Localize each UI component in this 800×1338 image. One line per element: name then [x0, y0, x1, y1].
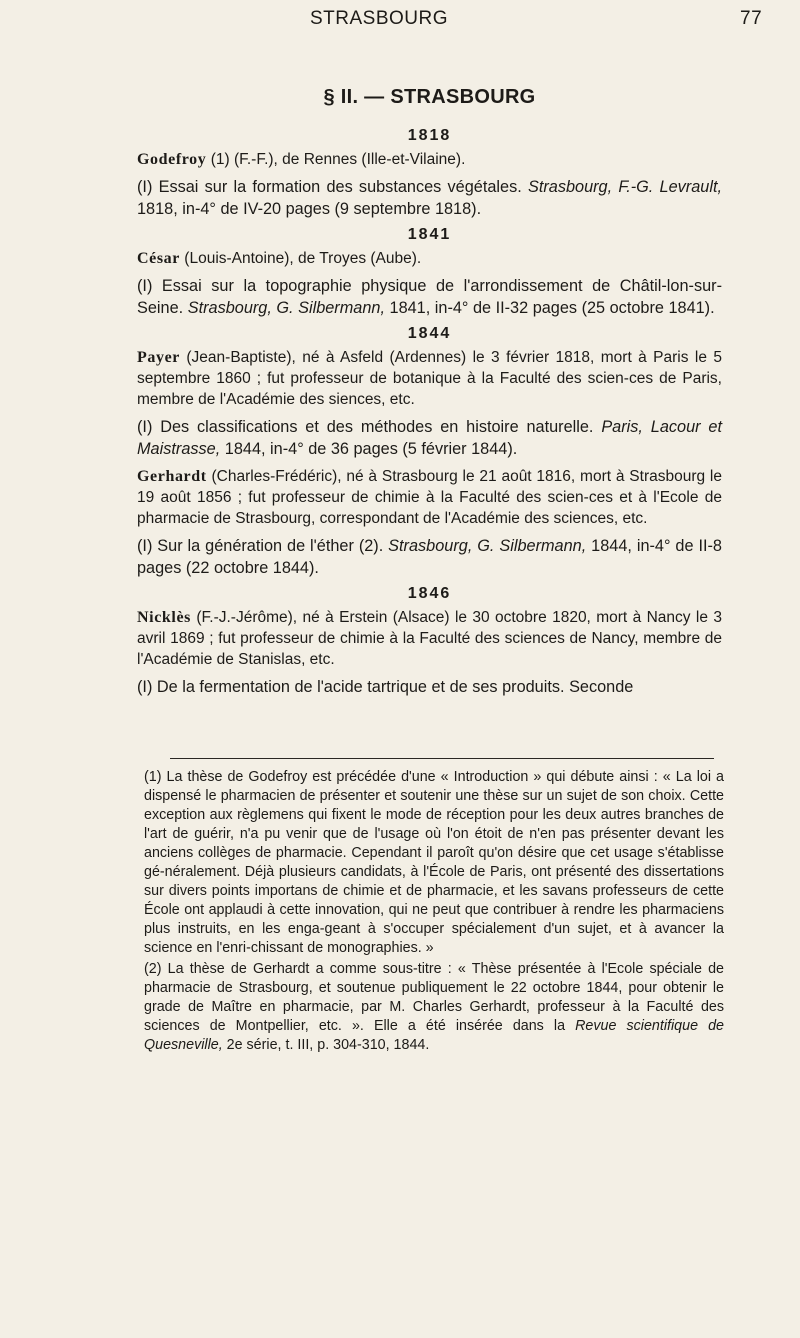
- author-bio: (Louis-Antoine), de Troyes (Aube).: [179, 250, 422, 267]
- author-bio: (1) (F.-F.), de Rennes (Ille-et-Vilaine).: [206, 151, 466, 168]
- thesis-publisher: Strasbourg, F.-G. Levrault,: [527, 178, 723, 196]
- thesis-title: (I) Sur la génération de l'éther (2).: [137, 537, 389, 555]
- running-head-title: STRASBOURG: [310, 8, 449, 29]
- footnote-divider: [170, 758, 714, 759]
- thesis-details: 1818, in-4° de IV-20 pages (9 septembre 1818).: [137, 200, 482, 218]
- author-entry: [137, 347, 722, 410]
- author-bio: (Charles-Frédéric), né à Strasbourg le 21 août 1816, mort à Strasbourg le 19 août 1856 ; fut professeur de chimie à la Faculté des scien-ces et à l'Ecole de pharmacie de Strasbourg, correspondant de l'Académie des sciences, etc.: [137, 468, 722, 527]
- thesis-title: (I) Essai sur la topographie physique de l'arrondissement de Châtil-lon-sur-Seine.: [137, 277, 722, 317]
- author-name: Godefroy: [137, 151, 207, 168]
- author-entry: [137, 466, 722, 529]
- thesis-title: (I) Essai sur la formation des substances végétales.: [137, 178, 528, 196]
- thesis-publisher: Strasbourg, G. Silbermann,: [187, 299, 385, 317]
- footnote-2: [144, 960, 724, 1055]
- footnote-2-ref: 2e série, t. III, p. 304-310, 1844.: [222, 1037, 430, 1053]
- main-text: [137, 86, 722, 704]
- entry-1841: [137, 226, 722, 319]
- year-heading: 1844: [407, 325, 452, 342]
- footnotes: [144, 768, 724, 1055]
- author-entry: [137, 607, 722, 670]
- thesis-publisher: Strasbourg, G. Silbermann,: [388, 537, 587, 555]
- running-head: [0, 8, 800, 36]
- thesis-entry: [137, 275, 722, 319]
- section-title: § II. — STRASBOURG: [323, 86, 536, 108]
- thesis-entry: [137, 176, 722, 220]
- author-name: Nicklès: [137, 609, 191, 626]
- author-entry: [137, 149, 722, 170]
- entry-1846: [137, 585, 722, 698]
- thesis-details: 1844, in-4° de II-8 pages (22 octobre 1844).: [137, 537, 722, 577]
- thesis-publisher: Paris, Lacour et Maistrasse,: [137, 418, 722, 458]
- author-name: Gerhardt: [137, 468, 207, 485]
- author-name: Payer: [137, 349, 180, 366]
- year-heading: 1846: [407, 585, 452, 602]
- thesis-title: (I) Des classifications et des méthodes en histoire naturelle.: [137, 418, 602, 436]
- thesis-details: 1841, in-4° de II-32 pages (25 octobre 1841).: [384, 299, 715, 317]
- author-bio: (Jean-Baptiste), né à Asfeld (Ardennes) le 3 février 1818, mort à Paris le 5 septembre 1860 ; fut professeur de botanique à la Faculté des scien-ces de Paris, membre de l'Académie des siences, etc.: [137, 349, 722, 408]
- footnote-2-text: (2) La thèse de Gerhardt a comme sous-titre : « Thèse présentée à l'Ecole spéciale de pharmacie de Strasbourg, et soutenue publiquement le 22 octobre 1844, pour obtenir le grade de Maître en pharmacie, par M. Charles Gerhardt, professeur à la Faculté des sciences de Montpellier, etc. ». Elle a été insérée dans la: [144, 961, 724, 1034]
- entry-1818: [137, 127, 722, 220]
- thesis-details: 1844, in-4° de 36 pages (5 février 1844).: [220, 440, 518, 458]
- thesis-entry: [137, 416, 722, 460]
- year-heading: 1841: [407, 226, 452, 243]
- author-bio: (F.-J.-Jérôme), né à Erstein (Alsace) le 30 octobre 1820, mort à Nancy le 3 avril 1869 ; fut professeur de chimie à la Faculté des sciences de Nancy, membre de l'Académie de Stanislas, etc.: [137, 609, 722, 668]
- thesis-entry: (I) De la fermentation de l'acide tartrique et de ses produits. Seconde: [137, 678, 634, 696]
- author-name: César: [137, 250, 180, 267]
- footnote-1: (1) La thèse de Godefroy est précédée d'une « Introduction » qui débute ainsi : « La loi a dispensé le pharmacien de présenter et soutenir une thèse sur un sujet de son choix. Cette exception aux règlemens qui fixent le mode de réception pour les deux autres branches de l'art de guérir, n'a pu venir que de l'usage où l'on étoit de n'en pas présenter devant les anciens collèges de pharmacie. Cependant il paroît qu'on désire que cet usage s'établisse gé-néralement. Déjà plusieurs candidats, à l'École de Paris, ont présenté des dissertations sur divers points importans de chimie et de pharmacie, et les savans professeurs de cette École ont applaudi à cette innovation, qui ne peut que contribuer à rendre les pharmaciens plus instruits, en les enga-geant à s'occuper spécialement d'un sujet, et à avancer la science en l'enri-chissant de monographies. »: [144, 769, 724, 956]
- thesis-entry: [137, 535, 722, 579]
- footnote-2-journal: Revue scientifique de Quesneville,: [144, 1018, 725, 1053]
- author-entry: [137, 248, 722, 269]
- entry-1844: [137, 325, 722, 579]
- page-number: 77: [740, 8, 763, 29]
- year-heading: 1818: [407, 127, 452, 144]
